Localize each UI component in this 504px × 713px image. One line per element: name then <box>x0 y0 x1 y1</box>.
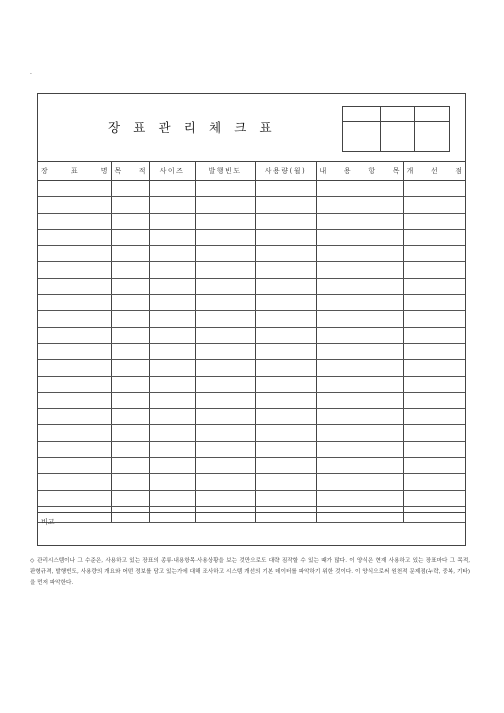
cell-size[interactable] <box>149 409 195 425</box>
cell-purpose[interactable] <box>111 474 149 490</box>
cell-purpose[interactable] <box>111 197 149 213</box>
cell-improvements[interactable] <box>403 278 465 294</box>
header-name <box>38 161 111 181</box>
cell-improvements[interactable] <box>403 229 465 245</box>
cell-name[interactable] <box>38 181 111 197</box>
cell-name[interactable] <box>38 392 111 408</box>
header-char: 용 <box>343 166 351 175</box>
cell-content_items[interactable] <box>316 360 403 376</box>
cell-size[interactable] <box>149 490 195 506</box>
cell-improvements[interactable] <box>403 425 465 441</box>
cell-improvements[interactable] <box>403 181 465 197</box>
cell-monthly_usage[interactable] <box>255 262 316 278</box>
cell-purpose[interactable] <box>111 278 149 294</box>
cell-frequency[interactable] <box>195 474 255 490</box>
cell-content_items[interactable] <box>316 441 403 457</box>
header-frequency <box>195 161 255 181</box>
cell-size[interactable] <box>149 278 195 294</box>
header-char: 점 <box>455 166 462 175</box>
cell-improvements[interactable] <box>403 474 465 490</box>
table-row <box>38 327 465 343</box>
header-char: 명 <box>100 166 108 175</box>
cell-purpose[interactable] <box>111 441 149 457</box>
header-char: 항 <box>368 166 376 175</box>
cell-purpose[interactable] <box>111 376 149 392</box>
table-row <box>38 376 465 392</box>
cell-name[interactable] <box>38 295 111 311</box>
cell-frequency[interactable] <box>195 441 255 457</box>
cell-improvements[interactable] <box>403 213 465 229</box>
table-row <box>38 311 465 327</box>
cell-purpose[interactable] <box>111 409 149 425</box>
cell-content_items[interactable] <box>316 246 403 262</box>
cell-monthly_usage[interactable] <box>255 360 316 376</box>
cell-name[interactable] <box>38 343 111 359</box>
cell-size[interactable] <box>149 311 195 327</box>
cell-size[interactable] <box>149 376 195 392</box>
remarks-label: 비고 <box>41 518 55 526</box>
cell-name[interactable] <box>38 409 111 425</box>
cell-content_items[interactable] <box>316 425 403 441</box>
cell-purpose[interactable] <box>111 311 149 327</box>
cell-improvements[interactable] <box>403 392 465 408</box>
table-row <box>38 425 465 441</box>
table-row <box>38 474 465 490</box>
table-row <box>38 441 465 457</box>
header-char: 개 <box>406 166 414 175</box>
cell-content_items[interactable] <box>316 311 403 327</box>
checklist-form <box>37 93 466 546</box>
cell-name[interactable] <box>38 425 111 441</box>
cell-frequency[interactable] <box>195 181 255 197</box>
cell-purpose[interactable] <box>111 295 149 311</box>
table-row <box>38 490 465 506</box>
cell-improvements[interactable] <box>403 409 465 425</box>
cell-purpose[interactable] <box>111 229 149 245</box>
cell-frequency[interactable] <box>195 295 255 311</box>
cell-improvements[interactable] <box>403 262 465 278</box>
approval-box <box>342 106 450 152</box>
cell-name[interactable] <box>38 197 111 213</box>
table-row <box>38 343 465 359</box>
cell-size[interactable] <box>149 295 195 311</box>
cell-name[interactable] <box>38 213 111 229</box>
header-purpose <box>111 161 149 181</box>
header-monthly_usage <box>255 161 316 181</box>
cell-content_items[interactable] <box>316 327 403 343</box>
cell-improvements[interactable] <box>403 311 465 327</box>
cell-monthly_usage[interactable] <box>255 409 316 425</box>
table-row <box>38 392 465 408</box>
cell-monthly_usage[interactable] <box>255 343 316 359</box>
table-row <box>38 197 465 213</box>
cell-size[interactable] <box>149 441 195 457</box>
cell-size[interactable] <box>149 197 195 213</box>
cell-monthly_usage[interactable] <box>255 327 316 343</box>
cell-content_items[interactable] <box>316 229 403 245</box>
header-char: 선 <box>430 166 438 175</box>
cell-frequency[interactable] <box>195 376 255 392</box>
cell-size[interactable] <box>149 262 195 278</box>
table-row <box>38 360 465 376</box>
cell-monthly_usage[interactable] <box>255 213 316 229</box>
cell-content_items[interactable] <box>316 213 403 229</box>
cell-content_items[interactable] <box>316 409 403 425</box>
cell-improvements[interactable] <box>403 441 465 457</box>
header-text: 발행빈도 <box>208 166 242 175</box>
cell-monthly_usage[interactable] <box>255 246 316 262</box>
cell-content_items[interactable] <box>316 490 403 506</box>
cell-frequency[interactable] <box>195 490 255 506</box>
table-row <box>38 295 465 311</box>
cell-monthly_usage[interactable] <box>255 490 316 506</box>
cell-monthly_usage[interactable] <box>255 295 316 311</box>
cell-frequency[interactable] <box>195 327 255 343</box>
cell-frequency[interactable] <box>195 458 255 474</box>
cell-purpose[interactable] <box>111 425 149 441</box>
table-row <box>38 229 465 245</box>
cell-content_items[interactable] <box>316 262 403 278</box>
cell-name[interactable] <box>38 311 111 327</box>
cell-monthly_usage[interactable] <box>255 474 316 490</box>
cell-purpose[interactable] <box>111 262 149 278</box>
cell-monthly_usage[interactable] <box>255 181 316 197</box>
page-dot: · <box>30 71 32 78</box>
cell-size[interactable] <box>149 327 195 343</box>
form-title: 장 표 관 리 체 크 표 <box>108 120 277 135</box>
cell-name[interactable] <box>38 229 111 245</box>
cell-name[interactable] <box>38 246 111 262</box>
header-char: 장 <box>41 166 48 175</box>
header-char: 표 <box>70 166 78 175</box>
table-row <box>38 246 465 262</box>
table-row <box>38 278 465 294</box>
cell-name[interactable] <box>38 262 111 278</box>
cell-frequency[interactable] <box>195 311 255 327</box>
cell-improvements[interactable] <box>403 295 465 311</box>
cell-content_items[interactable] <box>316 181 403 197</box>
approval-cell[interactable] <box>381 122 415 152</box>
table-row <box>38 458 465 474</box>
cell-monthly_usage[interactable] <box>255 376 316 392</box>
cell-size[interactable] <box>149 229 195 245</box>
cell-purpose[interactable] <box>111 458 149 474</box>
cell-monthly_usage[interactable] <box>255 197 316 213</box>
cell-content_items[interactable] <box>316 343 403 359</box>
table-row <box>38 262 465 278</box>
cell-purpose[interactable] <box>111 392 149 408</box>
cell-monthly_usage[interactable] <box>255 278 316 294</box>
cell-purpose[interactable] <box>111 213 149 229</box>
approval-cell[interactable] <box>415 107 450 122</box>
cell-size[interactable] <box>149 458 195 474</box>
cell-size[interactable] <box>149 343 195 359</box>
cell-name[interactable] <box>38 278 111 294</box>
cell-improvements[interactable] <box>403 246 465 262</box>
cell-frequency[interactable] <box>195 343 255 359</box>
cell-monthly_usage[interactable] <box>255 229 316 245</box>
table-row <box>38 181 465 197</box>
cell-monthly_usage[interactable] <box>255 425 316 441</box>
cell-improvements[interactable] <box>403 343 465 359</box>
approval-cell[interactable] <box>415 122 450 152</box>
checklist-table <box>38 161 465 523</box>
cell-name[interactable] <box>38 458 111 474</box>
header-char: 목 <box>114 166 122 175</box>
cell-purpose[interactable] <box>111 181 149 197</box>
cell-purpose[interactable] <box>111 246 149 262</box>
cell-monthly_usage[interactable] <box>255 458 316 474</box>
cell-frequency[interactable] <box>195 392 255 408</box>
cell-improvements[interactable] <box>403 327 465 343</box>
cell-frequency[interactable] <box>195 246 255 262</box>
cell-content_items[interactable] <box>316 278 403 294</box>
cell-name[interactable] <box>38 474 111 490</box>
form-note: ◇ 관리시스템이나 그 수준은, 사용하고 있는 장표의 종류·내용항목·사용상황을 보는 것만으로도 대략 짐작할 수 있는 때가 많다. 이 양식은 현재 사용하고 있는 장표마다 그 목적, 판형규격, 발행빈도, 사용량의 개요와 어떤 정보를 담고 있는가에 대해 조사하고 시스템 개선의 기본 데이터를 파악하기 위한 것이다. 이 양식으로써 원천적 문제점(누락, 중복, 기타)을 먼저 파악한다. <box>30 558 470 586</box>
header-text: 사이즈 <box>159 166 185 175</box>
table-row <box>38 409 465 425</box>
cell-improvements[interactable] <box>403 376 465 392</box>
cell-purpose[interactable] <box>111 490 149 506</box>
table-row <box>38 213 465 229</box>
header-improvements <box>403 161 465 181</box>
cell-frequency[interactable] <box>195 197 255 213</box>
cell-size[interactable] <box>149 181 195 197</box>
cell-content_items[interactable] <box>316 392 403 408</box>
cell-frequency[interactable] <box>195 229 255 245</box>
cell-monthly_usage[interactable] <box>255 311 316 327</box>
cell-name[interactable] <box>38 360 111 376</box>
cell-name[interactable] <box>38 490 111 506</box>
header-text: 사용량(월) <box>264 166 307 175</box>
approval-cell[interactable] <box>343 107 381 122</box>
header-row <box>38 161 465 181</box>
cell-name[interactable] <box>38 376 111 392</box>
cell-frequency[interactable] <box>195 409 255 425</box>
cell-content_items[interactable] <box>316 376 403 392</box>
cell-frequency[interactable] <box>195 425 255 441</box>
cell-frequency[interactable] <box>195 213 255 229</box>
cell-size[interactable] <box>149 360 195 376</box>
cell-size[interactable] <box>149 474 195 490</box>
cell-frequency[interactable] <box>195 278 255 294</box>
cell-size[interactable] <box>149 213 195 229</box>
cell-improvements[interactable] <box>403 360 465 376</box>
header-size <box>149 161 195 181</box>
cell-improvements[interactable] <box>403 458 465 474</box>
cell-content_items[interactable] <box>316 474 403 490</box>
header-char: 목 <box>392 166 400 175</box>
cell-frequency[interactable] <box>195 360 255 376</box>
header-content_items <box>316 161 403 181</box>
approval-cell[interactable] <box>343 122 381 152</box>
cell-frequency[interactable] <box>195 262 255 278</box>
cell-purpose[interactable] <box>111 343 149 359</box>
cell-size[interactable] <box>149 392 195 408</box>
cell-monthly_usage[interactable] <box>255 441 316 457</box>
cell-content_items[interactable] <box>316 295 403 311</box>
cell-name[interactable] <box>38 441 111 457</box>
cell-name[interactable] <box>38 327 111 343</box>
header-char: 내 <box>319 166 327 175</box>
cell-size[interactable] <box>149 246 195 262</box>
cell-improvements[interactable] <box>403 490 465 506</box>
approval-cell[interactable] <box>381 107 415 122</box>
cell-content_items[interactable] <box>316 197 403 213</box>
cell-improvements[interactable] <box>403 197 465 213</box>
remarks-section[interactable] <box>38 512 465 546</box>
cell-purpose[interactable] <box>111 360 149 376</box>
cell-purpose[interactable] <box>111 327 149 343</box>
header-char: 적 <box>138 166 146 175</box>
title-area <box>38 94 465 162</box>
cell-size[interactable] <box>149 425 195 441</box>
cell-content_items[interactable] <box>316 458 403 474</box>
cell-monthly_usage[interactable] <box>255 392 316 408</box>
